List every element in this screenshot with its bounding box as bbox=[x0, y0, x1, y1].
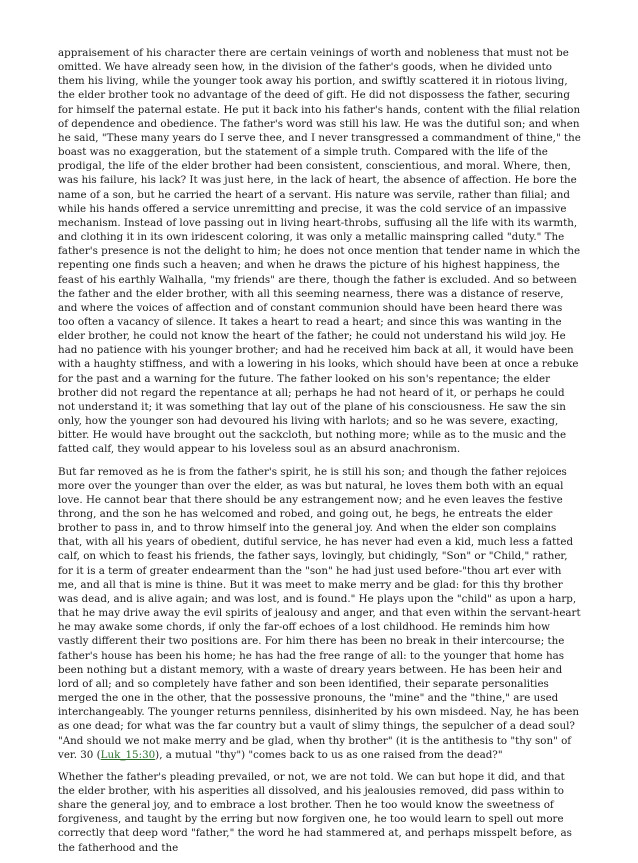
paragraph-2 bbox=[58, 465, 581, 762]
paragraph-2-text-before: But far removed as he is from the father's spirit, he is still his son; and though the father rejoices more over the younger than over the elder, as was but natural, he loves them both with an equal love. He cannot bear that there should be any estrangement now; and he even leaves the festive throng, and the son he has welcomed and robed, and going out, he begs, he entreats the elder brother to pass in, and to throw himself into the general joy. And when the elder son complains that, with all his years of obedient, dutiful service, he has never had even a kid, much less a fatted calf, on which to feast his friends, the father says, lovingly, but chidingly, "Son" or "Child," rather, for it is a term of greater endearment than the "son" he had just used before-"thou art ever with me, and all that is mine is thine. But it was meet to make merry and be glad: for this thy brother was dead, and is alive again; and was lost, and is found." He plays upon the "child" as upon a harp, that he may drive away the evil spirits of jealousy and anger, and that even within the servant-heart he may awake some chords, if only the far-off echoes of a lost childhood. He reminds him how vastly different their two positions are. For him there has been no break in their intercourse; the father's house has been his home; he has had the free range of all: to the younger that home has been nothing but a distant memory, with a waste of dreary years between. He has been heir and lord of all; and so completely have father and son been identified, their separate personalities merged the one in the other, that the possessive pronouns, the "mine" and the "thine," are used interchangeably. The younger returns penniless, disinherited by his own misdeed. Nay, he has been as one dead; for what was the far country but a vault of slimy things, the sepulcher of a dead soul? "And should we not make merry and be glad, when thy brother" (it is the antithesis to "thy son" of ver. 30 ( bbox=[58, 465, 581, 761]
paragraph-2-text-after: ), a mutual "thy") "comes back to us as one raised from the dead?" bbox=[155, 748, 503, 761]
paragraph-3: Whether the father's pleading prevailed, or not, we are not told. We can but hope it did, and that the elder brother, with his asperities all dissolved, and his jealousies removed, did pass within to share the general joy, and to embrace a lost brother. Then he too would know the sweetness of forgiveness, and taught by the erring but now forgiven one, he too would learn to spell out more correctly that deep word "father," the word he had stammered at, and perhaps misspelt before, as the fatherhood and the bbox=[58, 770, 572, 854]
document-page bbox=[58, 46, 581, 863]
paragraph-1: appraisement of his character there are certain veinings of worth and nobleness that must not be omitted. We have already seen how, in the division of the father's goods, when he divided unto them his living, while the younger took away his portion, and swiftly scattered it in riotous living, the elder brother took no advantage of the deed of gift. He did not dispossess the father, securing for himself the paternal estate. He put it back into his father's hands, content with the filial relation of dependence and obedience. The father's word was still his law. He was the dutiful son; and when he said, "These many years do I serve thee, and I never transgressed a commandment of thine," the boast was no exaggeration, but the statement of a simple truth. Compared with the life of the prodigal, the life of the elder brother had been consistent, conscientious, and moral. Where, then, was his failure, his lack? It was just here, in the lack of heart, the absence of affection. He bore the name of a son, but he carried the heart of a servant. His nature was servile, rather than filial; and while his hands offered a service unremitting and precise, it was the cold service of an impassive mechanism. Instead of love passing out in living heart-throbs, suffusing all the life with its warmth, and clothing it in its own iridescent coloring, it was only a metallic mainspring called "duty." The father's presence is not the delight to him; he does not once mention that tender name in which the repenting one finds such a heaven; and when he draws the picture of his highest happiness, the feast of his earthly Walhalla, "my friends" are there, though the father is excluded. And so between the father and the elder brother, with all this seeming nearness, there was a distance of reserve, and where the voices of affection and of constant communion should have been heard there was too often a vacancy of silence. It takes a heart to read a heart; and since this was wanting in the elder brother, he could not know the heart of the father; he could not understand his wild joy. He had no patience with his younger brother; and had he received him back at all, it would have been with a haughty stiffness, and with a lowering in his looks, which should have been at once a rebuke for the past and a warning for the future. The father looked on his son's repentance; the elder brother did not regard the repentance at all; perhaps he had not heard of it, or perhaps he could not understand it; it was something that lay out of the plane of his consciousness. He saw the sin only, how the younger son had devoured his living with harlots; and so he was severe, exacting, bitter. He would have brought out the sackcloth, but nothing more; while as to the music and the fatted calf, they would appear to his loveless soul as an absurd anachronism. bbox=[58, 47, 581, 456]
scripture-reference-link[interactable]: Luk_15:30 bbox=[100, 748, 156, 761]
